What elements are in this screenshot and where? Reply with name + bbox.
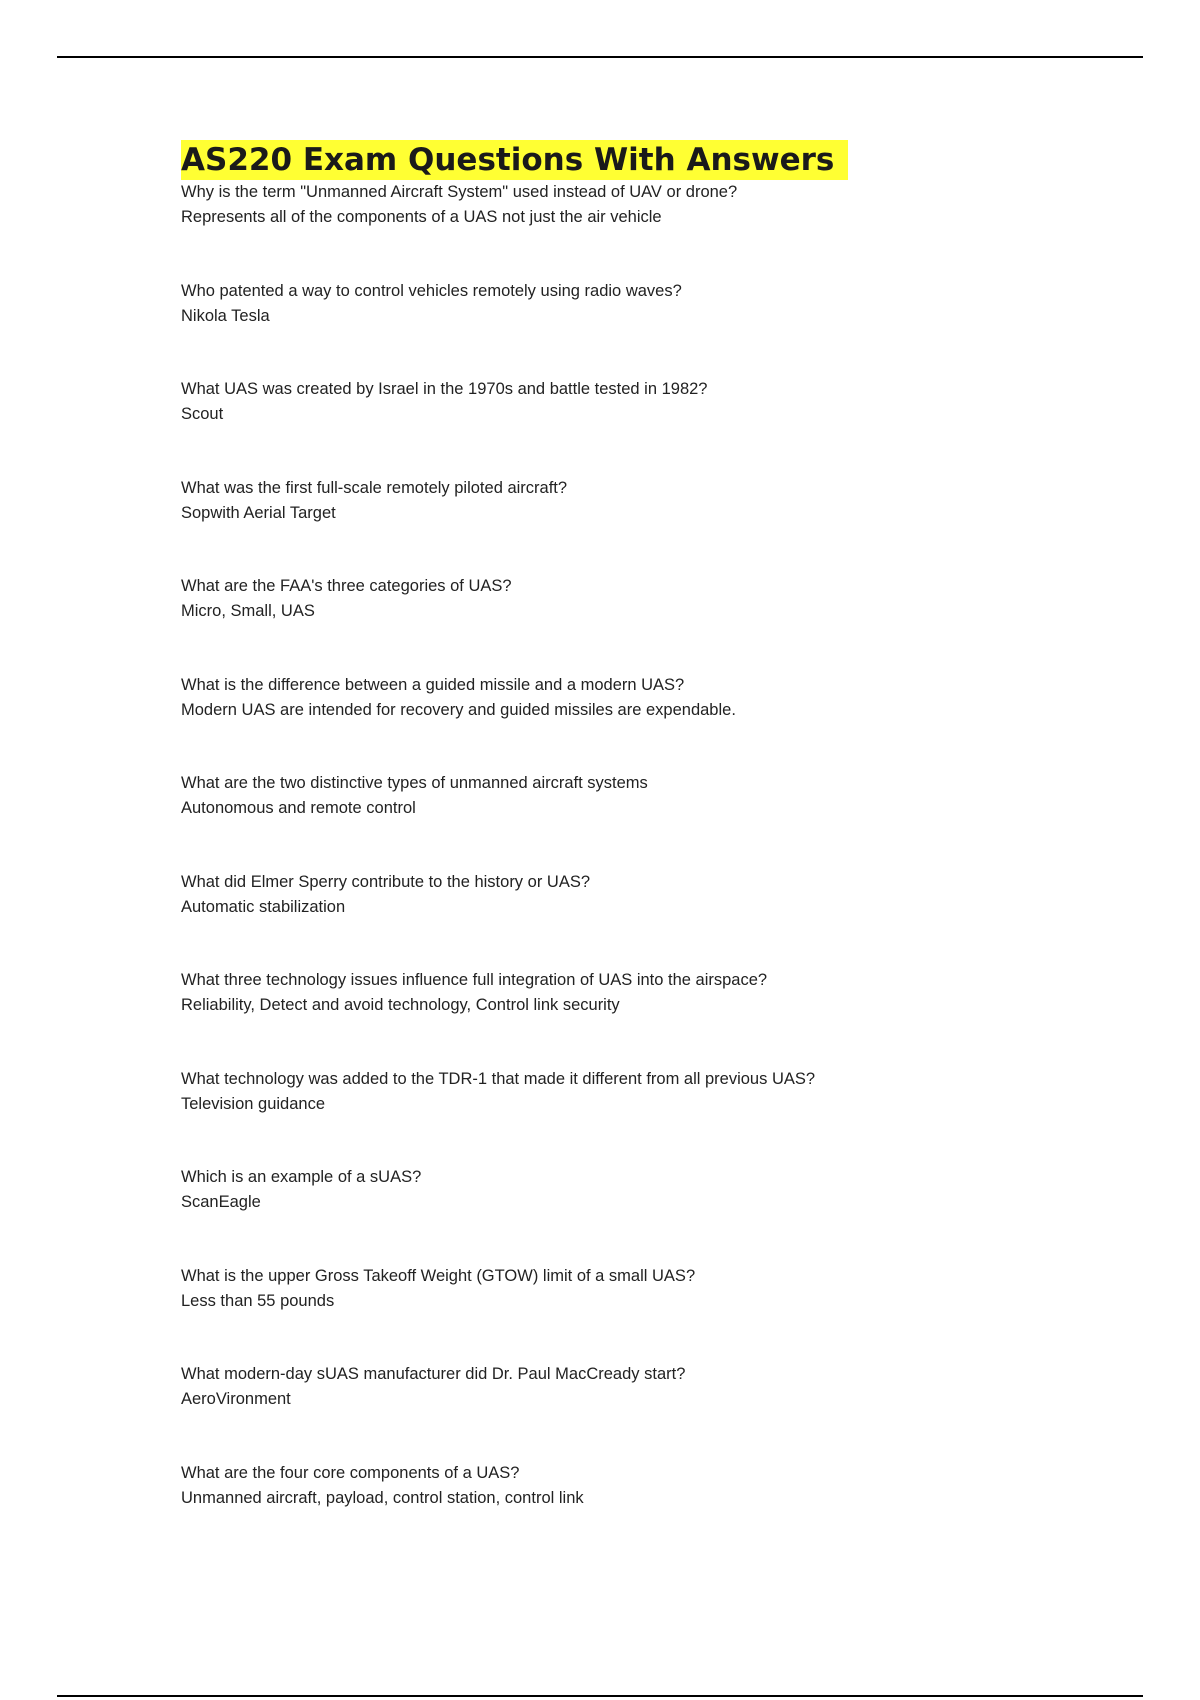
answer-text: Scout <box>181 405 224 423</box>
answer-text: Less than 55 pounds <box>181 1291 335 1310</box>
answer-text: Reliability, Detect and avoid technology, Control link security <box>181 996 620 1014</box>
qa-item <box>181 1362 981 1461</box>
question-text: What technology was added to the TDR-1 that made it different from all previous UAS? <box>181 1069 816 1088</box>
qa-item <box>181 968 981 1067</box>
question-text: What is the difference between a guided missile and a modern UAS? <box>181 675 685 694</box>
answer-text: Sopwith Aerial Target <box>181 503 336 522</box>
top-rule <box>57 56 1143 58</box>
qa-item <box>181 1165 981 1264</box>
answer-text: ScanEagle <box>181 1193 261 1211</box>
qa-item <box>181 1264 981 1363</box>
qa-item <box>181 673 981 772</box>
answer-text: AeroVironment <box>181 1390 291 1408</box>
question-text: Why is the term "Unmanned Aircraft System" used instead of UAV or drone? <box>181 183 738 201</box>
qa-item <box>181 377 981 476</box>
qa-item <box>181 180 981 279</box>
answer-text: Nikola Tesla <box>181 306 270 325</box>
qa-item <box>181 1067 981 1166</box>
answer-text: Television guidance <box>181 1094 326 1113</box>
question-text: What are the four core components of a UAS? <box>181 1463 520 1482</box>
question-text: Who patented a way to control vehicles remotely using radio waves? <box>181 281 682 300</box>
answer-text: Unmanned aircraft, payload, control station, control link <box>181 1488 584 1507</box>
answer-text: Micro, Small, UAS <box>181 602 315 620</box>
question-text: What is the upper Gross Takeoff Weight (GTOW) limit of a small UAS? <box>181 1266 696 1285</box>
question-text: What modern-day sUAS manufacturer did Dr. Paul MacCready start? <box>181 1365 686 1383</box>
question-text: What three technology issues influence full integration of UAS into the airspace? <box>181 971 768 989</box>
question-text: What are the FAA's three categories of UAS? <box>181 577 512 595</box>
document-title: AS220 Exam Questions With Answers <box>181 140 848 180</box>
qa-item <box>181 870 981 969</box>
qa-item <box>181 1461 981 1560</box>
qa-item <box>181 279 981 378</box>
answer-text: Modern UAS are intended for recovery and guided missiles are expendable. <box>181 700 736 719</box>
question-text: Which is an example of a sUAS? <box>181 1168 422 1186</box>
answer-text: Automatic stabilization <box>181 897 346 916</box>
qa-item <box>181 574 981 673</box>
document-body <box>181 140 981 1559</box>
question-text: What did Elmer Sperry contribute to the history or UAS? <box>181 872 591 891</box>
question-text: What was the first full-scale remotely piloted aircraft? <box>181 478 568 497</box>
bottom-rule <box>57 1695 1143 1697</box>
question-text: What UAS was created by Israel in the 1970s and battle tested in 1982? <box>181 380 708 398</box>
qa-list <box>181 180 981 1559</box>
qa-item <box>181 771 981 870</box>
answer-text: Autonomous and remote control <box>181 799 416 817</box>
answer-text: Represents all of the components of a UAS not just the air vehicle <box>181 208 662 226</box>
question-text: What are the two distinctive types of unmanned aircraft systems <box>181 774 648 792</box>
qa-item <box>181 476 981 575</box>
